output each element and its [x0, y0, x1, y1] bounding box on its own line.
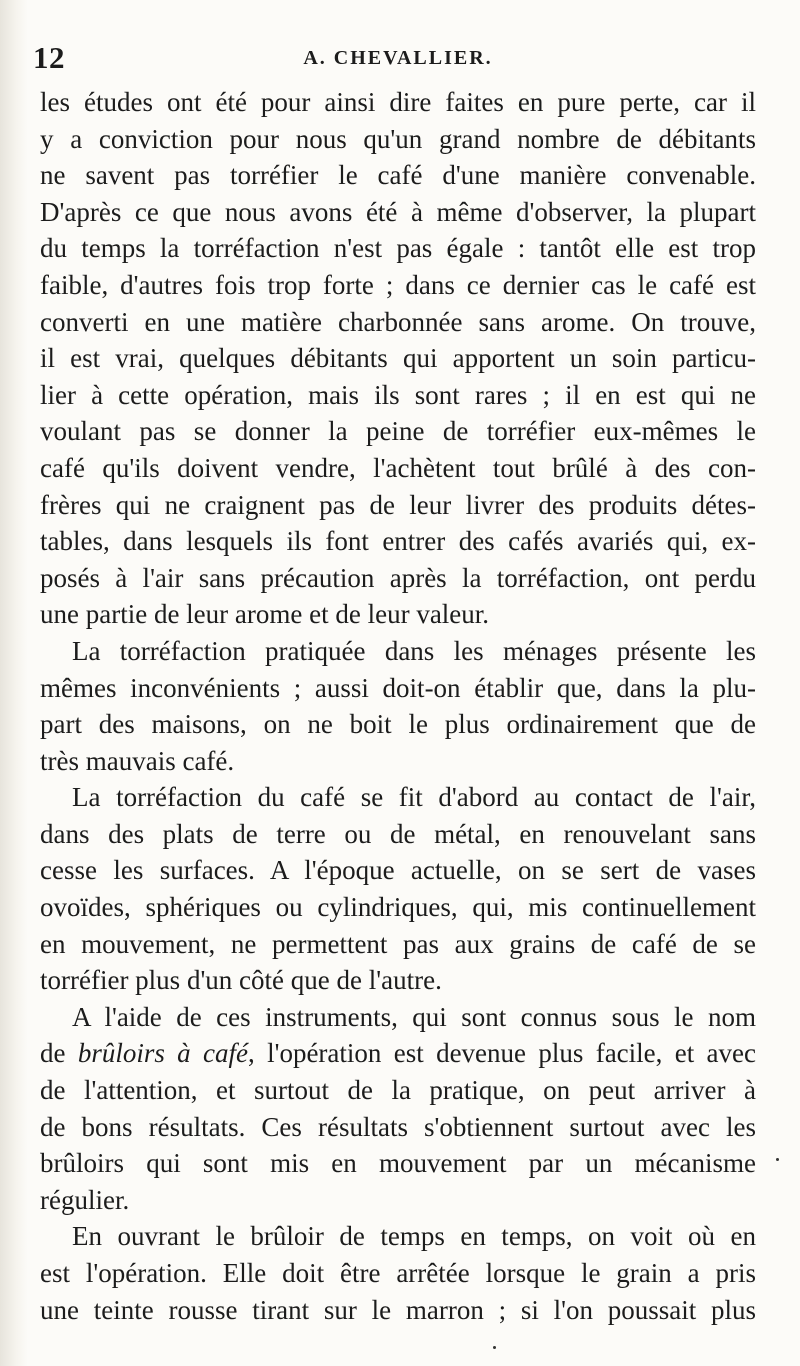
margin-speck [776, 1158, 779, 1161]
body-text [40, 84, 756, 1328]
text-line: y a conviction pour nous qu'un grand nombre de débitants [40, 123, 756, 154]
text-line: ne savent pas torréfier le café d'une manière convenable. [40, 160, 756, 191]
margin-speck [493, 1346, 496, 1349]
text-line: une teinte rousse tirant sur le marron ; si l'on poussait plus [40, 1294, 756, 1325]
running-head [33, 40, 763, 80]
text-line: faible, d'autres fois trop forte ; dans ce dernier cas le café est [40, 269, 756, 300]
text-line: En ouvrant le brûloir de temps en temps, on voit où en [72, 1221, 756, 1252]
text-line: de brûloirs à café, l'opération est devenue plus facile, et avec [40, 1038, 757, 1069]
text-line: frères qui ne craignent pas de leur livrer des produits détes- [40, 489, 756, 520]
text-line: torréfier plus d'un côté que de l'autre. [40, 965, 442, 996]
text-line: A l'aide de ces instruments, qui sont connus sous le nom [72, 1001, 756, 1032]
text-line: très mauvais café. [40, 745, 235, 776]
text-line: lier à cette opération, mais ils sont rares ; il en est qui ne [40, 379, 756, 410]
text-line: de bons résultats. Ces résultats s'obtiennent surtout avec les [40, 1111, 756, 1142]
text-line: est l'opération. Elle doit être arrêtée lorsque le grain a pris [40, 1258, 756, 1288]
text-line: part des maisons, on ne boit le plus ordinairement que de [40, 709, 756, 740]
text-line: tables, dans lesquels ils font entrer des cafés avariés qui, ex- [40, 526, 756, 557]
text-line: les études ont été pour ainsi dire faites en pure perte, car il [40, 87, 756, 117]
text-line: une partie de leur arome et de leur valeur. [40, 599, 490, 630]
text-line: cesse les surfaces. A l'époque actuelle, on se sert de vases [40, 855, 756, 886]
running-title: A. CHEVALLIER. [303, 47, 493, 69]
text-line: voulant pas se donner la peine de torréfier eux-mêmes le [40, 416, 756, 447]
text-line: mêmes inconvénients ; aussi doit-on établir que, dans la plu- [40, 672, 756, 703]
text-line: ovoïdes, sphériques ou cylindriques, qui, mis continuellement [40, 892, 756, 923]
text-line: posés à l'air sans précaution après la torréfaction, ont perdu [40, 562, 756, 593]
text-line: régulier. [40, 1184, 130, 1215]
text-line: il est vrai, quelques débitants qui apportent un soin particu- [40, 343, 756, 374]
text-line: D'après ce que nous avons été à même d'observer, la plupart [40, 196, 756, 227]
text-line: La torréfaction du café se fit d'abord au contact de l'air, [72, 782, 756, 813]
page-number: 12 [33, 40, 65, 75]
text-line: converti en une matière charbonnée sans arome. On trouve, [40, 306, 756, 337]
text-line: en mouvement, ne permettent pas aux grains de café de se [40, 928, 756, 959]
text-line: du temps la torréfaction n'est pas égale : tantôt elle est trop [40, 233, 756, 264]
text-line: brûloirs qui sont mis en mouvement par un mécanisme [40, 1148, 756, 1179]
text-line: café qu'ils doivent vendre, l'achètent tout brûlé à des con- [40, 452, 756, 483]
text-line: dans des plats de terre ou de métal, en renouvelant sans [40, 818, 756, 849]
text-line: de l'attention, et surtout de la pratique, on peut arriver à [40, 1075, 756, 1106]
text-line: La torréfaction pratiquée dans les ménages présente les [72, 635, 756, 666]
